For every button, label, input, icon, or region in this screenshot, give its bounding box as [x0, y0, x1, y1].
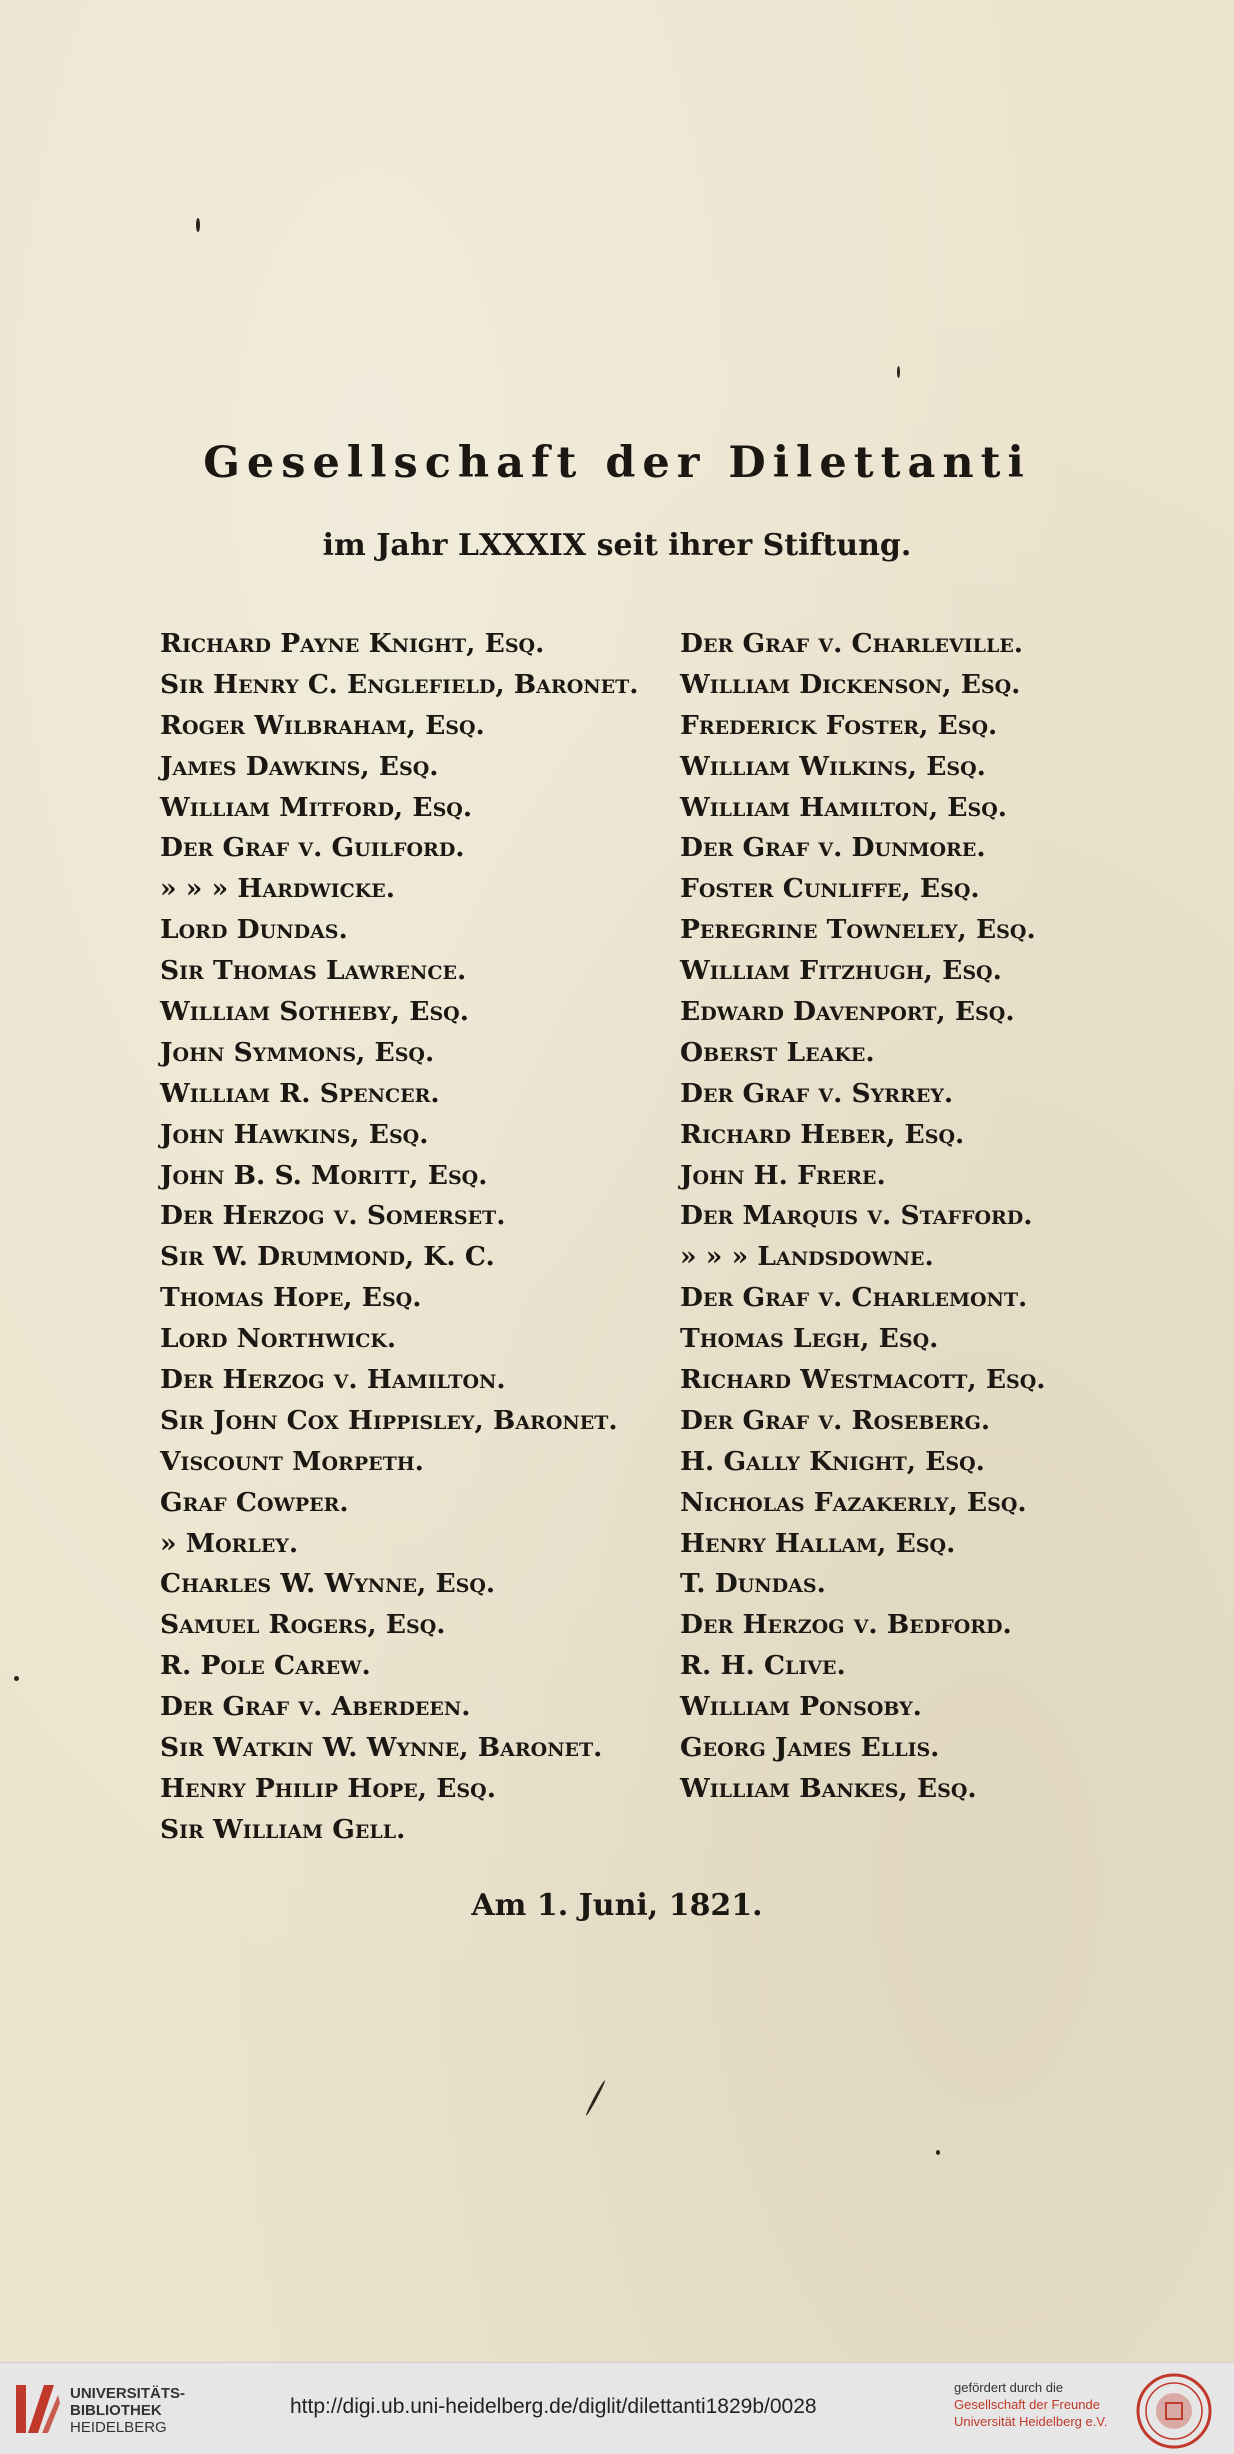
member-entry: William Mitford, Esq. [160, 791, 473, 823]
member-entry: William Ponsoby. [680, 1691, 922, 1723]
date-line: Am 1. Juni, 1821. [471, 1888, 763, 1923]
member-entry: Sir W. Drummond, K. C. [160, 1241, 495, 1273]
member-entry: Sir Thomas Lawrence. [160, 955, 467, 987]
member-entry: R. H. Clive. [680, 1650, 846, 1682]
member-entry: Samuel Rogers, Esq. [160, 1609, 446, 1641]
member-entry: H. Gally Knight, Esq. [680, 1445, 985, 1477]
university-seal-icon [1136, 2373, 1212, 2449]
member-entry: Der Herzog v. Hamilton. [160, 1364, 506, 1396]
member-entry: Lord Northwick. [160, 1323, 397, 1355]
member-entry: Der Graf v. Charlemont. [680, 1282, 1028, 1314]
member-entry: Thomas Legh, Esq. [680, 1323, 939, 1355]
member-entry: William Fitzhugh, Esq. [680, 955, 1002, 987]
member-entry: Roger Wilbraham, Esq. [160, 709, 485, 741]
member-entry: Der Herzog v. Bedford. [680, 1609, 1012, 1641]
scan-speck [936, 2150, 940, 2155]
member-entry: Frederick Foster, Esq. [680, 709, 998, 741]
footer-bar [0, 2362, 1234, 2454]
member-list-left [160, 624, 650, 1851]
member-entry: Richard Heber, Esq. [680, 1118, 965, 1150]
member-entry: Viscount Morpeth. [160, 1445, 424, 1477]
member-entry: Der Herzog v. Somerset. [160, 1200, 506, 1232]
member-entry: Der Graf v. Guilford. [160, 832, 465, 864]
sponsor-intro: gefördert durch die [954, 2380, 1064, 2395]
member-entry: Oberst Leake. [680, 1036, 875, 1068]
member-entry: Der Graf v. Syrrey. [680, 1077, 954, 1109]
member-entry: » Morley. [160, 1527, 299, 1559]
member-entry: Georg James Ellis. [680, 1732, 940, 1764]
member-entry: John H. Frere. [680, 1159, 886, 1191]
member-entry: William R. Spencer. [160, 1077, 440, 1109]
member-entry: Lord Dundas. [160, 914, 348, 946]
member-entry: Foster Cunliffe, Esq. [680, 873, 980, 905]
page-subtitle: im Jahr LXXXIX seit ihrer Stiftung. [322, 528, 912, 563]
member-entry: John Symmons, Esq. [160, 1036, 435, 1068]
member-entry: Der Graf v. Dunmore. [680, 832, 986, 864]
member-entry: William Sotheby, Esq. [160, 996, 469, 1028]
member-entry: Der Marquis v. Stafford. [680, 1200, 1033, 1232]
scan-speck [897, 366, 900, 378]
library-logo-icon [14, 2381, 62, 2437]
member-entry: James Dawkins, Esq. [160, 750, 439, 782]
scan-speck [585, 2080, 606, 2117]
member-entry: Richard Payne Knight, Esq. [160, 628, 545, 659]
member-entry: William Bankes, Esq. [680, 1772, 977, 1804]
scan-speck [196, 218, 200, 232]
scan-speck [14, 1676, 19, 1681]
member-entry: Charles W. Wynne, Esq. [160, 1568, 496, 1600]
member-entry: Sir Watkin W. Wynne, Baronet. [160, 1732, 603, 1764]
member-entry: Graf Cowper. [160, 1486, 349, 1518]
library-name-line: UNIVERSITÄTS- [70, 2385, 186, 2402]
page-title: Gesellschaft der Dilettanti [203, 438, 1031, 488]
member-list-right [680, 624, 1120, 1810]
sponsor-org-line: Gesellschaft der Freunde [954, 2397, 1100, 2412]
member-entry: Der Graf v. Roseberg. [680, 1404, 991, 1436]
member-entry: William Hamilton, Esq. [680, 791, 1007, 823]
sponsor-text [954, 2379, 1107, 2430]
member-entry: Richard Westmacott, Esq. [680, 1364, 1046, 1396]
member-entry: Edward Davenport, Esq. [680, 996, 1015, 1028]
member-entry: Peregrine Towneley, Esq. [680, 914, 1036, 946]
member-entry: » » » Landsdowne. [680, 1241, 934, 1273]
member-entry: Sir John Cox Hippisley, Baronet. [160, 1404, 618, 1436]
library-name-line: HEIDELBERG [70, 2419, 167, 2436]
member-entry: R. Pole Carew. [160, 1650, 371, 1682]
member-entry: Thomas Hope, Esq. [160, 1282, 422, 1314]
member-entry: William Wilkins, Esq. [680, 750, 986, 782]
permalink-url[interactable]: http://digi.ub.uni-heidelberg.de/diglit/dilettanti1829b/0028 [290, 2395, 817, 2418]
member-entry: » » » Hardwicke. [160, 873, 395, 905]
member-entry: T. Dundas. [680, 1568, 826, 1600]
sponsor-org-line: Universität Heidelberg e.V. [954, 2414, 1108, 2429]
member-entry: Henry Philip Hope, Esq. [160, 1772, 496, 1804]
member-entry: William Dickenson, Esq. [680, 668, 1021, 700]
member-entry: John B. S. Moritt, Esq. [160, 1159, 488, 1191]
library-name [70, 2385, 185, 2436]
member-entry: Der Graf v. Charleville. [680, 628, 1024, 659]
member-entry: John Hawkins, Esq. [160, 1118, 429, 1150]
member-entry: Sir William Gell. [160, 1813, 406, 1845]
library-name-line: BIBLIOTHEK [70, 2402, 162, 2419]
member-entry: Nicholas Fazakerly, Esq. [680, 1486, 1027, 1518]
member-entry: Henry Hallam, Esq. [680, 1527, 956, 1559]
member-entry: Sir Henry C. Englefield, Baronet. [160, 668, 639, 700]
member-entry: Der Graf v. Aberdeen. [160, 1691, 471, 1723]
